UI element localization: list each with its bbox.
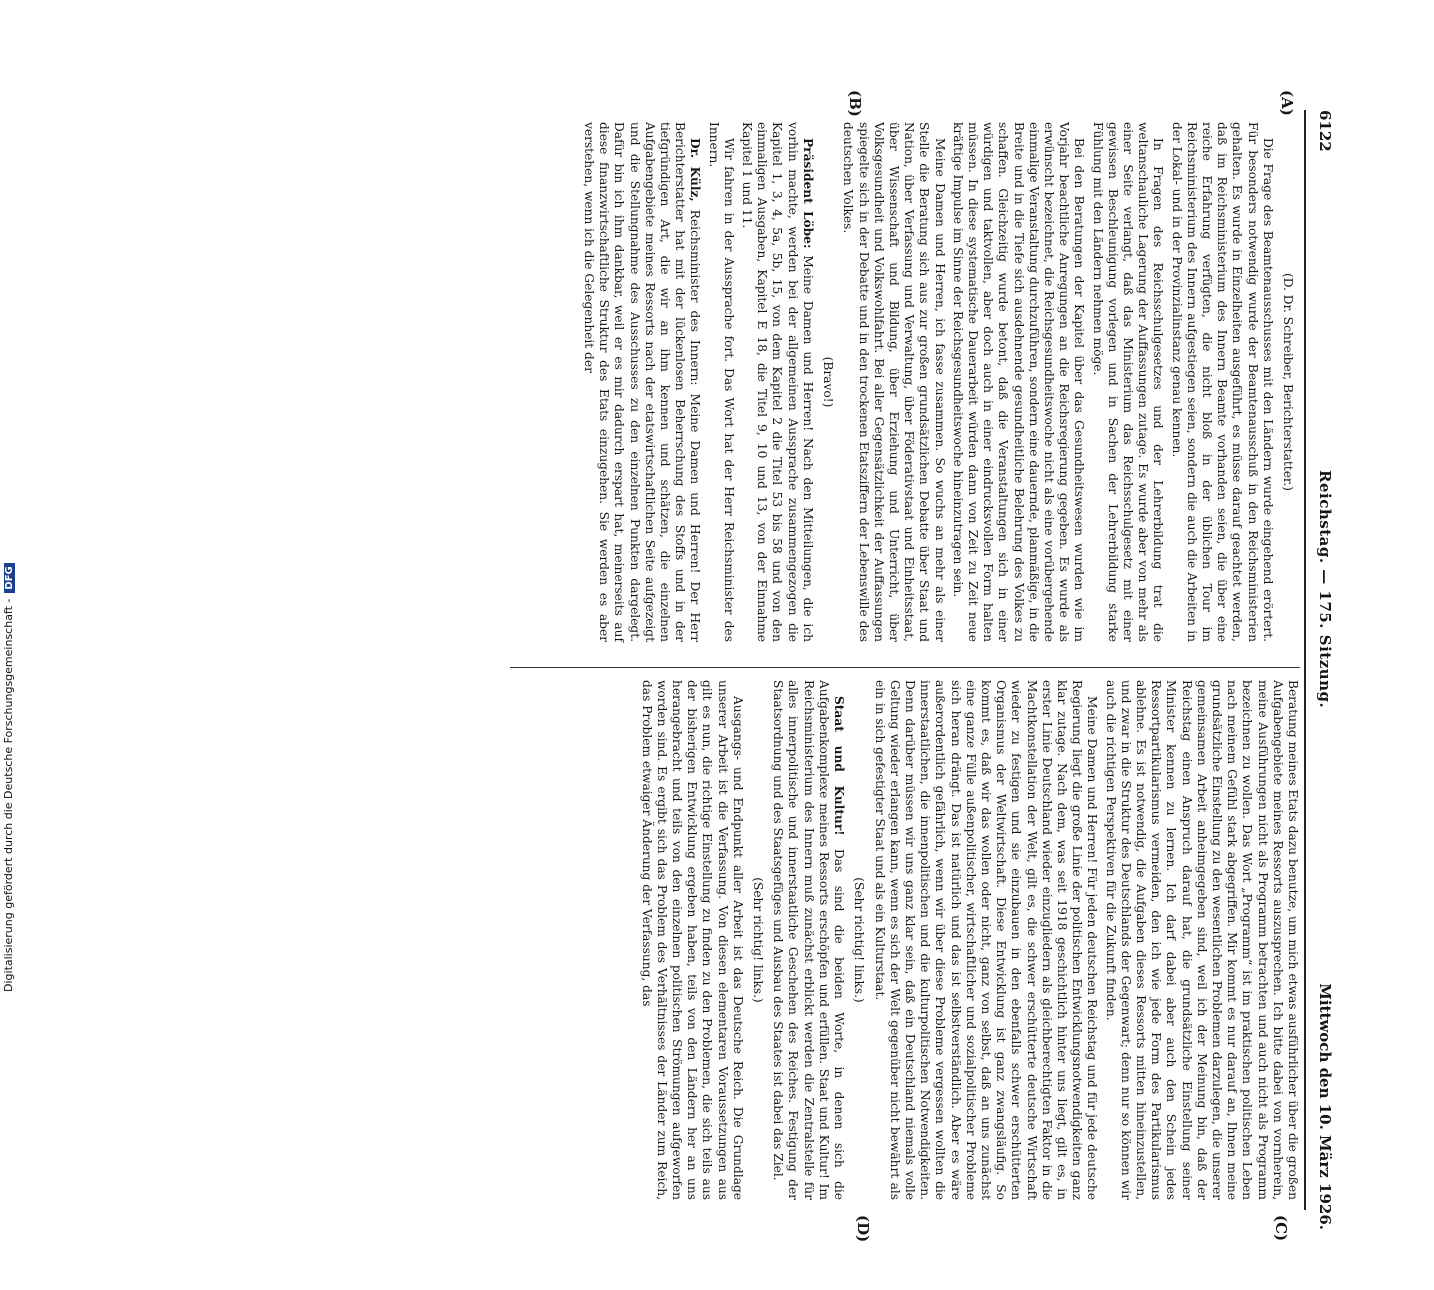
margin-mark-b: (B) <box>846 90 864 117</box>
page-number: 6122 <box>1316 110 1334 152</box>
speaker-line: (D. Dr. Schreiber, Berichterstatter.) <box>1281 272 1295 492</box>
dfg-logo: DFG <box>4 563 15 592</box>
header-rule <box>1304 110 1306 1210</box>
session-title: Reichstag. — 175. Sitzung. <box>1316 470 1334 709</box>
paragraph: In Fragen des Reichsschulgesetzes und der Lehrerbildung trat die weltanschauliche Lagerung der Auffassungen zutage. Es wurde aber von mehr als einer Seite verlangt, daß das Ministerium das Reichsschulgesetz mit einer gewissen Beschleunigung vorlegen und in Sachen der Lehrerbildung starke Fühlung mit den Ländern nehmen möge. <box>1090 122 1166 642</box>
paragraph: Wir fahren in der Aussprache fort. Das Wort hat der Herr Reichsminister des Innern. <box>706 122 736 642</box>
margin-mark-c: (C) <box>1272 1215 1290 1242</box>
page-header <box>1302 110 1334 1290</box>
paragraph <box>739 122 815 642</box>
paragraph: Meine Damen und Herren! Für jeden deutschen Reichstag und für jede deutsche Regierung liegt die große Linie der politischen Entwicklungsnotwendigkeiten ganz klar zutage. Nach dem, was seit 1918 geschichtlich hinter uns liegt, gilt es, in erster Linie Deutschland wieder einzugliedern als gleichberechtigten Faktor in die Machtkonstellation der Welt, gilt es, die schwer erschütterte deutsche Wirtschaft wieder zu festigen und sie einzubauen in den ebenfalls schwer erschütterten Organismus der Weltwirtschaft. Diese Entwicklung ist ganz zwangsläufig. So kommt es, daß wir das wollen oder nicht, ganz von selbst, daß an uns zunächst eine ganze Fülle außenpolitischer, wirtschaftlicher und sozialpolitischer Probleme sich heran drängt. Das ist natürlich und das ist selbstverständlich. Aber es wäre außerordentlich gefährlich, wenn wir über diese Probleme vergessen wollten die innerstaatlichen, die innenpolitischen und die kulturpolitischen Notwendigkeiten. Denn darüber müssen wir uns ganz klar sein, daß ein Deutschland niemals volle Geltung wieder erlangen kann, wenn es sich der Welt gegenüber nicht bewährt als ein in sich gefestigter Staat und als ein Kulturstaat. <box>872 680 1100 1200</box>
credit-text: Digitalisierung gefördert durch die Deutsche Forschungsgemeinschaft - <box>2 598 15 992</box>
applause-remark: (Bravo!) <box>821 356 836 408</box>
speaker-name: Präsident Löbe: <box>800 138 815 249</box>
paragraph: Ausgangs- und Endpunkt aller Arbeit ist das Deutsche Reich. Die Grundlage unserer Arbeit ist die Verfassung. Von diesen elementaren Voraussetzungen aus gilt es nun, die richtige Einstellung zu finden zu den Problemen, die sich teils aus der bisherigen Entwicklung ergeben haben, teils von den Ländern her an uns herangebracht und teils von den einzelnen politischen Strömungen aufgeworfen worden sind. Es ergibt sich das Problem des Verhältnisses der Länder zum Reich, das Problem etwaiger Änderung der Verfassung, das <box>639 680 745 1200</box>
emphasis-lead: Staat und Kultur! <box>832 696 847 836</box>
column-divider <box>510 667 1300 668</box>
margin-mark-a: (A) <box>1278 90 1296 116</box>
speech-text: Das sind die beiden Worte, in denen sich die Aufgabenkomplexe meines Ressorts erschöpfen und erfüllen. Staat und Kultur! Im Reichsministerium des Innern muß zunächst erblickt werden die Zentralstelle für alles innerpolitische und innerstaatliche Geschehen des Reiches. Festigung der Staatsordnung und des Staatsgefüges und Ausbau des Staates ist dabei das Ziel. <box>771 680 847 1200</box>
digitization-credit <box>0 2 22 992</box>
paragraph: Die Frage des Beamtenausschusses mit den Ländern wurde eingehend erörtert. Für besonders notwendig wurde der Beamtenausschuß in den Reichsministerien gehalten. Es wurde in Einzelheiten ausgeführt, es müsse darauf geachtet werden, daß im Reichsministerium des Innern Beamte vorhanden seien, die über eine reiche Erfahrung verfügten, die nicht bloß in der üblichen Tour im Reichsministerium des Innern aufgestiegen seien, sondern die auch die Arbeiten in der Lokal- und in der Provinzialinstanz genau kennen. <box>1169 122 1275 642</box>
right-column <box>635 680 1300 1200</box>
speaker-role: Reichsminister des Innern: <box>688 209 703 386</box>
interjection: (Sehr richtig! links.) <box>751 877 766 1003</box>
interjection: (Sehr richtig! links.) <box>852 877 867 1003</box>
paragraph: Beratung meines Etats dazu benutze, um mich etwas ausführlicher über die großen Aufgabengebiete meines Ressorts auszusprechen. Ich bitte dabei von vornherein, meine Ausführungen nicht als Programm betrachten und auch nicht als Programm bezeichnen zu wollen. Das Wort „Programm“ ist im praktischen politischen Leben nach meinem Gefühl stark abgegriffen. Mir kommt es nur darauf an, Ihnen meine grundsätzliche Einstellung zu den wesentlichen Problemen darzulegen, die unserer gemeinsamen Arbeit anheimgegeben sind, weil ich der Meinung bin, daß der Reichstag einen Anspruch darauf hat, die grundsätzliche Einstellung seiner Minister kennen zu lernen. Ich darf dabei aber auch den Schein jedes Ressortpartikularismus vermeiden, den ich wie jede Form des Partikularismus ablehne. Es ist notwendig, die Aufgaben dieses Ressorts mitten hineinzustellen, und zwar in die Struktur des Deutschlands der Gegenwart; denn nur so können wir auch die richtigen Perspektiven für die Zukunft finden. <box>1103 680 1300 1200</box>
paragraph <box>581 122 703 642</box>
session-date: Mittwoch den 10. März 1926. <box>1316 983 1334 1230</box>
speech-text: Meine Damen und Herren! Nach den Mitteilungen, die ich vorhin machte, werden bei der allgemeinen Aussprache zusammengezogen die Kapitel 1, 3, 4, 5a, 5b, 15, von dem Kapitel 2 die Titel 53 bis 58 und von den einmaligen Ausgaben, Kapitel E 18, die Titel 9, 10 und 13, von der Einnahme Kapitel 1 und 11. <box>740 122 815 642</box>
speaker-name: Dr. Külz, <box>688 138 703 202</box>
paragraph <box>770 680 846 1200</box>
speech-text: Meine Damen und Herren! Der Herr Berichterstatter hat mit der lückenlosen Beherrschung des Stoffs und in der tiefgründigen Art, die wir an ihm kennen und schätzen, die einzelnen Aufgabengebiete meines Ressorts nach der etatswirtschaftlichen Seite aufgezeigt und die Stellungnahme des Ausschusses zu den einzelnen Punkten dargelegt. Dafür bin ich ihm dankbar, weil er es mir dadurch erspart hat, meinerseits auf diese finanzwirtschaftliche Struktur des Etats einzugehen. Sie werden es aber verstehen, wenn ich die Gelegenheit der <box>582 122 703 643</box>
newspaper-page <box>110 40 1340 1243</box>
margin-mark-d: (D) <box>854 1215 872 1243</box>
left-column <box>578 122 1300 642</box>
paragraph: Bei den Beratungen der Kapitel über das Gesundheitswesen wurden wie im Vorjahr beachtliche Anregungen an die Reichsregierung gegeben. Es wurde als erwünscht bezeichnet, die Reichsgesundheitswoche nicht als eine vorübergehende einmalige Veranstaltung durchzuführen, sondern eine dauernde, planmäßige, in die Breite und in die Tiefe sich ausdehnende gesundheitliche Belehrung des Volkes zu schaffen. Gleichzeitig wurde betont, daß die Veranstaltungen sich in einer würdigen und taktvollen, aber doch auch in einer eindrucksvollen Form halten müssen. In diese systematische Dauerarbeit würden dann von Zeit zu Zeit neue kräftige Impulse im Sinne der Reichsgesundheitswoche hineinzutragen sein. <box>950 122 1087 642</box>
paragraph: Meine Damen und Herren, ich fasse zusammen. So wuchs an mehr als einer Stelle die Beratung sich aus zur großen grundsätzlichen Debatte über Staat und Nation, über Verfassung und Verwaltung, über Föderativstaat und Einheitsstaat, über Wissenschaft und Bildung, über Erziehung und Unterricht, über Volksgesundheit und Volkswohlfahrt. Bei aller Gegensätzlichkeit der Auffassungen spiegelte sich in der Debatte und in den trockenen Etatsziffern der Lebenswille des deutschen Volkes. <box>841 122 947 642</box>
